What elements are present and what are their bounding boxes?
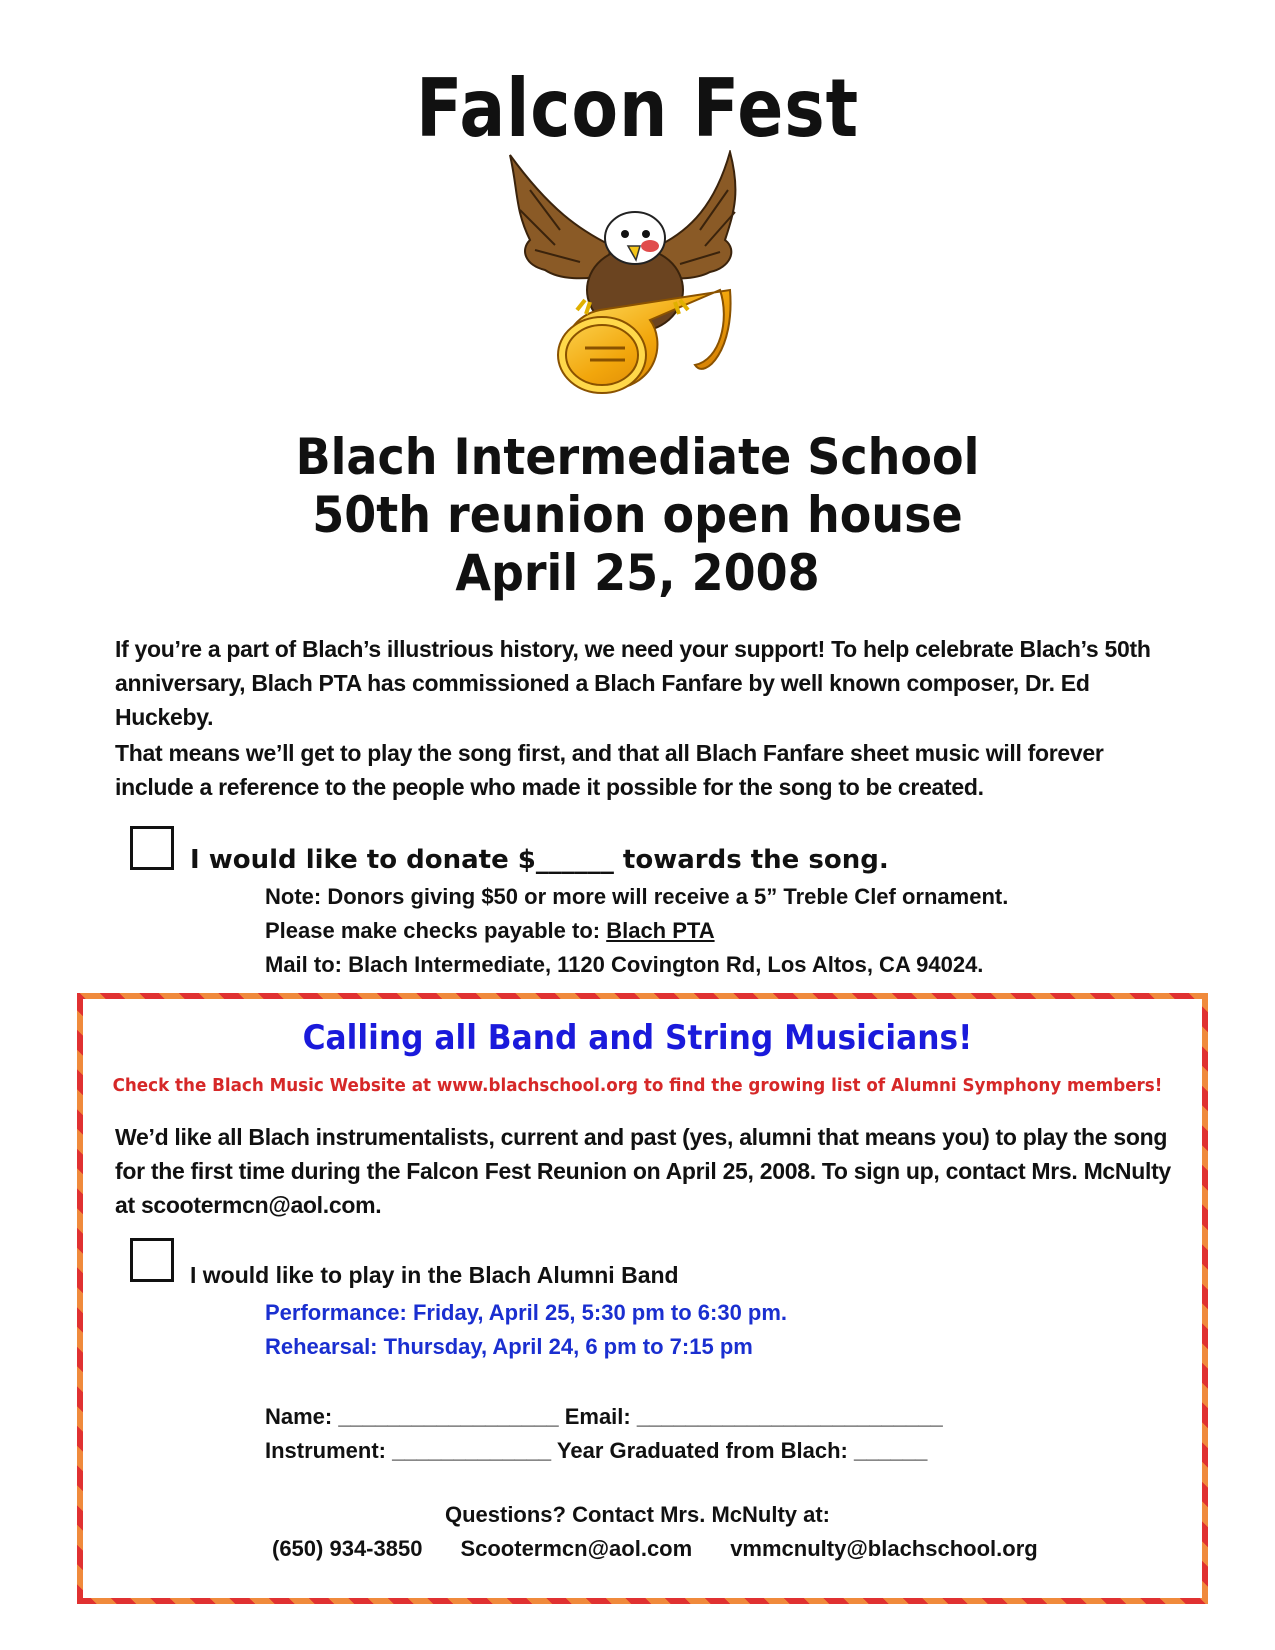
event-date: April 25, 2008 xyxy=(455,544,820,602)
mail-address: Mail to: Blach Intermediate, 1120 Covington Rd, Los Altos, CA 94024. xyxy=(265,952,984,977)
payable-name: Blach PTA xyxy=(606,918,715,943)
intro-paragraph-1: If you’re a part of Blach’s illustrious history, we need your support! To help celebrate Blach’s 50th anniversary, Blach PTA has commissioned a Blach Fanfare by well known composer, Dr. Ed Huckeby. xyxy=(115,636,1151,730)
band-label: I would like to play in the Blach Alumni Band xyxy=(190,1262,679,1288)
payable-prefix: Please make checks payable to: xyxy=(265,918,607,943)
instrument-year-fields[interactable]: Instrument: _____________ Year Graduated from Blach: ______ xyxy=(265,1438,928,1463)
website-note: Check the Blach Music Website at www.blachschool.org to find the growing list of Alumni Symphony members! xyxy=(112,1075,1163,1096)
page-title: Falcon Fest xyxy=(416,62,859,155)
band-checkbox[interactable] xyxy=(130,1238,174,1282)
event-name: 50th reunion open house xyxy=(312,486,963,544)
musicians-paragraph: We’d like all Blach instrumentalists, current and past (yes, alumni that means you) to play the song for the first time during the Falcon Fest Reunion on April 25, 2008. To sign up, contact Mrs. McNulty at scootermcn@aol.com. xyxy=(115,1124,1171,1218)
contact-list xyxy=(272,1536,1038,1562)
performance-time: Performance: Friday, April 25, 5:30 pm to 6:30 pm. xyxy=(265,1300,788,1325)
contact-email-2: vmmcnulty@blachschool.org xyxy=(730,1536,1038,1561)
name-email-fields[interactable]: Name: __________________ Email: _________________________ xyxy=(265,1404,943,1429)
event-headline xyxy=(0,428,1275,602)
donate-checkbox[interactable] xyxy=(130,826,174,870)
contact-email-1: Scootermcn@aol.com xyxy=(460,1536,693,1561)
donor-note: Note: Donors giving $50 or more will receive a 5” Treble Clef ornament. xyxy=(265,884,1009,909)
falcon-with-tuba-icon xyxy=(490,150,780,410)
payable-line xyxy=(265,914,715,948)
intro-paragraph-2: That means we’ll get to play the song first, and that all Blach Fanfare sheet music will forever include a reference to the people who made it possible for the song to be created. xyxy=(115,740,1104,800)
contact-phone: (650) 934-3850 xyxy=(272,1536,423,1561)
donate-label: I would like to donate $______ towards the song. xyxy=(190,845,889,875)
questions-heading: Questions? Contact Mrs. McNulty at: xyxy=(444,1502,831,1527)
school-name: Blach Intermediate School xyxy=(295,428,980,486)
rehearsal-time: Rehearsal: Thursday, April 24, 6 pm to 7:15 pm xyxy=(265,1334,753,1359)
musicians-heading: Calling all Band and String Musicians! xyxy=(302,1018,973,1058)
